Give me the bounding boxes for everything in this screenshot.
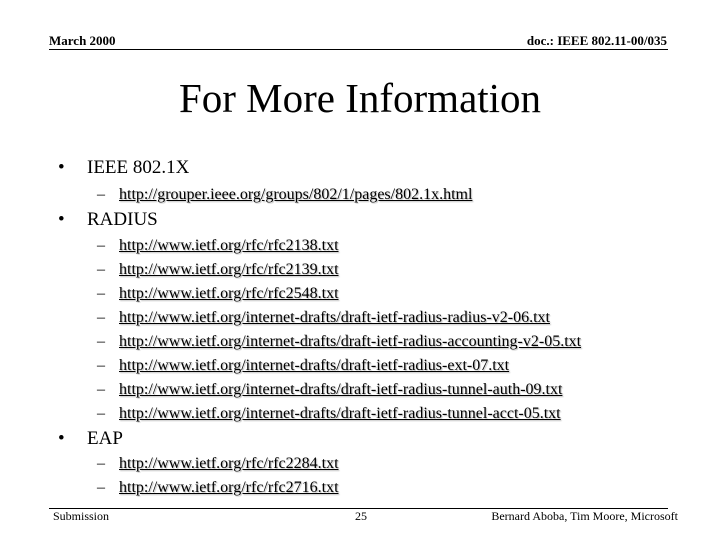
link-rfc2139[interactable]: http://www.ietf.org/rfc/rfc2139.txt <box>119 261 339 278</box>
list-item <box>97 478 339 497</box>
link-radius-tunnel-auth[interactable]: http://www.ietf.org/internet-drafts/draft-ietf-radius-tunnel-auth-09.txt <box>119 381 563 398</box>
link-radius-ext[interactable]: http://www.ietf.org/internet-drafts/draft-ietf-radius-ext-07.txt <box>119 357 510 374</box>
dash-icon: – <box>97 333 105 350</box>
dash-icon: – <box>97 357 105 374</box>
link-8021x-page[interactable]: http://grouper.ieee.org/groups/802/1/pages/802.1x.html <box>119 186 473 203</box>
bullet-heading: RADIUS <box>87 209 158 230</box>
list-item <box>97 185 472 204</box>
header-date: March 2000 <box>49 33 116 48</box>
list-item <box>97 308 550 327</box>
dash-icon: – <box>97 285 105 302</box>
link-rfc2716[interactable]: http://www.ietf.org/rfc/rfc2716.txt <box>119 479 339 496</box>
list-item <box>97 404 561 423</box>
link-rfc2284[interactable]: http://www.ietf.org/rfc/rfc2284.txt <box>119 455 339 472</box>
link-radius-v2[interactable]: http://www.ietf.org/internet-drafts/draft-ietf-radius-radius-v2-06.txt <box>119 309 550 326</box>
footer-authors: Bernard Aboba, Tim Moore, Microsoft <box>491 509 678 523</box>
dash-icon: – <box>97 381 105 398</box>
bullet-icon: • <box>58 209 65 230</box>
dash-icon: – <box>97 455 105 472</box>
list-item <box>97 356 509 375</box>
list-item <box>97 380 562 399</box>
bullet-icon: • <box>58 428 65 449</box>
list-item <box>97 454 339 473</box>
list-item <box>97 284 339 303</box>
dash-icon: – <box>97 309 105 326</box>
dash-icon: – <box>97 186 105 203</box>
dash-icon: – <box>97 405 105 422</box>
bullet-radius <box>58 209 158 231</box>
bullet-ieee-8021x <box>58 157 189 179</box>
dash-icon: – <box>97 261 105 278</box>
dash-icon: – <box>97 479 105 496</box>
link-radius-tunnel-acct[interactable]: http://www.ietf.org/internet-drafts/draft-ietf-radius-tunnel-acct-05.txt <box>119 405 561 422</box>
bullet-icon: • <box>58 157 65 178</box>
bullet-eap <box>58 428 123 450</box>
link-radius-accounting-v2[interactable]: http://www.ietf.org/internet-drafts/draft-ietf-radius-accounting-v2-05.txt <box>119 333 582 350</box>
header-divider <box>49 49 668 50</box>
bullet-heading: IEEE 802.1X <box>87 157 190 178</box>
list-item <box>97 332 581 351</box>
header-doc-id: doc.: IEEE 802.11-00/035 <box>526 33 667 48</box>
footer-submission: Submission <box>53 509 110 523</box>
page-number: 25 <box>355 509 367 523</box>
bullet-heading: EAP <box>87 428 123 449</box>
slide-title: For More Information <box>178 75 542 121</box>
list-item <box>97 236 339 255</box>
link-rfc2138[interactable]: http://www.ietf.org/rfc/rfc2138.txt <box>119 237 339 254</box>
list-item <box>97 260 339 279</box>
dash-icon: – <box>97 237 105 254</box>
link-rfc2548[interactable]: http://www.ietf.org/rfc/rfc2548.txt <box>119 285 339 302</box>
